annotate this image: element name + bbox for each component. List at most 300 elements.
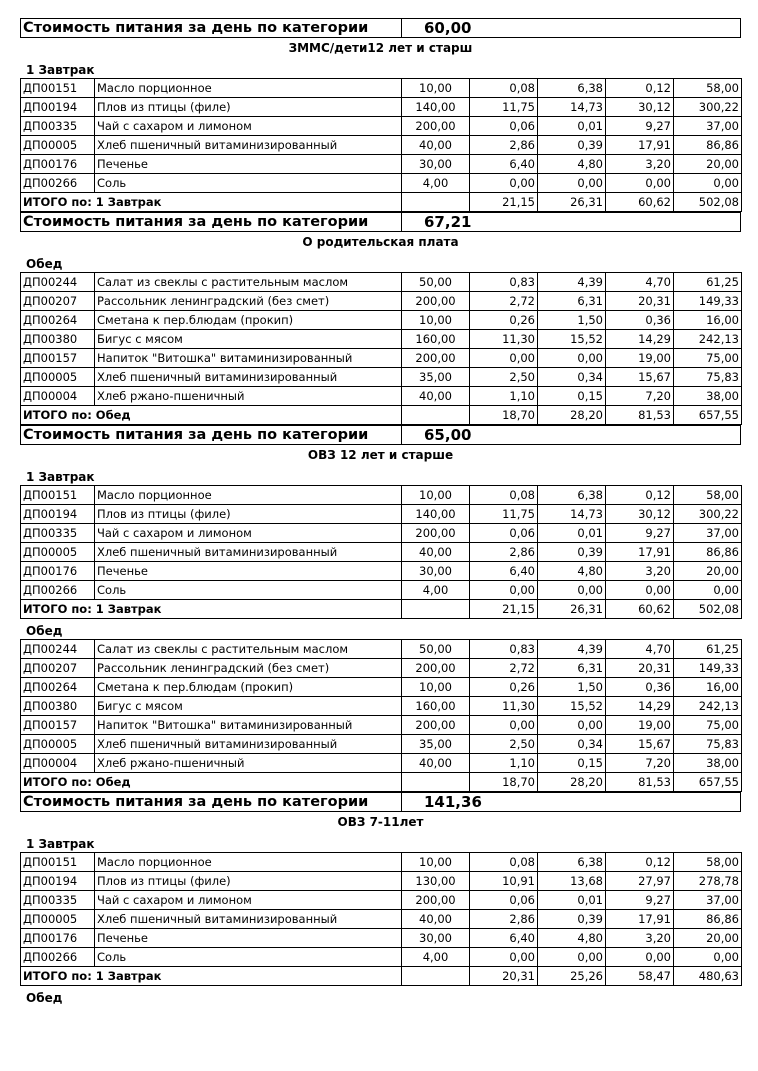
item-protein: 10,91 — [470, 872, 538, 891]
item-name: Соль — [95, 174, 402, 193]
item-protein: 2,50 — [470, 735, 538, 754]
item-carbs: 19,00 — [606, 349, 674, 368]
item-kcal: 58,00 — [674, 79, 742, 98]
item-code: ДП00157 — [21, 349, 95, 368]
item-carbs: 7,20 — [606, 387, 674, 406]
item-carbs: 20,31 — [606, 292, 674, 311]
total-row — [21, 406, 742, 425]
table-row — [21, 273, 742, 292]
table-row — [21, 524, 742, 543]
item-kcal: 20,00 — [674, 562, 742, 581]
item-kcal: 242,13 — [674, 697, 742, 716]
item-weight: 50,00 — [402, 640, 470, 659]
category-title: О родительская плата — [302, 235, 459, 249]
item-carbs: 3,20 — [606, 155, 674, 174]
item-fat: 0,34 — [538, 368, 606, 387]
item-kcal: 242,13 — [674, 330, 742, 349]
item-code: ДП00266 — [21, 581, 95, 600]
item-kcal: 86,86 — [674, 136, 742, 155]
item-fat: 4,39 — [538, 273, 606, 292]
table-row — [21, 330, 742, 349]
item-fat: 0,39 — [538, 543, 606, 562]
item-carbs: 0,36 — [606, 678, 674, 697]
item-carbs: 0,00 — [606, 581, 674, 600]
item-carbs: 17,91 — [606, 910, 674, 929]
item-kcal: 0,00 — [674, 581, 742, 600]
item-weight: 40,00 — [402, 754, 470, 773]
item-name: Сметана к пер.блюдам (прокип) — [95, 678, 402, 697]
table-row — [21, 581, 742, 600]
item-protein: 2,72 — [470, 292, 538, 311]
item-name: Плов из птицы (филе) — [95, 98, 402, 117]
item-kcal: 58,00 — [674, 853, 742, 872]
total-row — [21, 773, 742, 792]
item-code: ДП00266 — [21, 174, 95, 193]
table-row — [21, 387, 742, 406]
total-fat: 28,20 — [538, 773, 606, 792]
item-carbs: 7,20 — [606, 754, 674, 773]
item-carbs: 0,12 — [606, 79, 674, 98]
item-name: Хлеб пшеничный витаминизированный — [95, 543, 402, 562]
total-weight-empty — [402, 967, 470, 986]
item-weight: 30,00 — [402, 929, 470, 948]
item-fat: 6,38 — [538, 486, 606, 505]
table-row — [21, 98, 742, 117]
total-label: ИТОГО по: 1 Завтрак — [21, 600, 402, 619]
daily-cost-label: Стоимость питания за день по категории — [21, 19, 402, 37]
item-code: ДП00157 — [21, 716, 95, 735]
meal-title: 1 Завтрак — [26, 470, 95, 484]
item-code: ДП00176 — [21, 155, 95, 174]
table-row — [21, 117, 742, 136]
item-name: Напиток "Витошка" витаминизированный — [95, 716, 402, 735]
item-fat: 0,39 — [538, 910, 606, 929]
total-fat: 26,31 — [538, 193, 606, 212]
item-weight: 50,00 — [402, 273, 470, 292]
table-row — [21, 929, 742, 948]
item-kcal: 37,00 — [674, 117, 742, 136]
total-label: ИТОГО по: 1 Завтрак — [21, 193, 402, 212]
item-code: ДП00207 — [21, 659, 95, 678]
item-fat: 6,31 — [538, 659, 606, 678]
total-weight-empty — [402, 773, 470, 792]
item-weight: 140,00 — [402, 98, 470, 117]
meal-table — [20, 485, 742, 619]
item-code: ДП00380 — [21, 330, 95, 349]
item-code: ДП00005 — [21, 910, 95, 929]
total-protein: 18,70 — [470, 406, 538, 425]
item-code: ДП00176 — [21, 562, 95, 581]
item-carbs: 30,12 — [606, 505, 674, 524]
item-weight: 160,00 — [402, 330, 470, 349]
daily-cost-value: 60,00 — [424, 19, 472, 37]
table-row — [21, 891, 742, 910]
item-kcal: 75,00 — [674, 716, 742, 735]
item-carbs: 15,67 — [606, 368, 674, 387]
table-row — [21, 754, 742, 773]
total-kcal: 502,08 — [674, 600, 742, 619]
item-fat: 4,80 — [538, 929, 606, 948]
item-fat: 0,00 — [538, 581, 606, 600]
item-weight: 4,00 — [402, 174, 470, 193]
total-fat: 26,31 — [538, 600, 606, 619]
item-name: Хлеб пшеничный витаминизированный — [95, 368, 402, 387]
meal-table — [20, 78, 742, 212]
total-protein: 18,70 — [470, 773, 538, 792]
item-protein: 2,86 — [470, 543, 538, 562]
item-weight: 200,00 — [402, 292, 470, 311]
item-protein: 11,75 — [470, 98, 538, 117]
table-row — [21, 948, 742, 967]
item-weight: 10,00 — [402, 311, 470, 330]
item-fat: 0,00 — [538, 948, 606, 967]
item-carbs: 4,70 — [606, 640, 674, 659]
total-protein: 21,15 — [470, 193, 538, 212]
table-row — [21, 292, 742, 311]
item-protein: 0,08 — [470, 486, 538, 505]
total-carbs: 81,53 — [606, 406, 674, 425]
item-code: ДП00194 — [21, 98, 95, 117]
total-fat: 28,20 — [538, 406, 606, 425]
item-fat: 6,38 — [538, 79, 606, 98]
item-name: Рассольник ленинградский (без смет) — [95, 659, 402, 678]
item-name: Чай с сахаром и лимоном — [95, 117, 402, 136]
total-carbs: 60,62 — [606, 600, 674, 619]
total-carbs: 60,62 — [606, 193, 674, 212]
item-kcal: 75,83 — [674, 368, 742, 387]
table-row — [21, 368, 742, 387]
item-carbs: 9,27 — [606, 524, 674, 543]
item-protein: 0,00 — [470, 174, 538, 193]
table-row — [21, 79, 742, 98]
table-row — [21, 659, 742, 678]
item-weight: 10,00 — [402, 853, 470, 872]
item-name: Салат из свеклы с растительным маслом — [95, 640, 402, 659]
daily-cost-row — [20, 425, 741, 445]
item-kcal: 300,22 — [674, 98, 742, 117]
item-weight: 140,00 — [402, 505, 470, 524]
item-protein: 6,40 — [470, 929, 538, 948]
table-row — [21, 735, 742, 754]
meal-table — [20, 852, 742, 986]
item-protein: 0,08 — [470, 79, 538, 98]
item-name: Плов из птицы (филе) — [95, 505, 402, 524]
item-protein: 0,06 — [470, 891, 538, 910]
item-name: Масло порционное — [95, 853, 402, 872]
item-carbs: 9,27 — [606, 117, 674, 136]
item-fat: 6,31 — [538, 292, 606, 311]
meal-title: Обед — [26, 624, 63, 638]
item-code: ДП00335 — [21, 524, 95, 543]
item-kcal: 0,00 — [674, 948, 742, 967]
item-name: Чай с сахаром и лимоном — [95, 524, 402, 543]
table-row — [21, 910, 742, 929]
table-row — [21, 349, 742, 368]
item-protein: 0,00 — [470, 948, 538, 967]
daily-cost-label: Стоимость питания за день по категории — [21, 793, 402, 811]
menu-report — [20, 18, 741, 1006]
item-carbs: 20,31 — [606, 659, 674, 678]
item-carbs: 0,00 — [606, 948, 674, 967]
item-fat: 1,50 — [538, 311, 606, 330]
item-code: ДП00005 — [21, 735, 95, 754]
item-fat: 0,01 — [538, 891, 606, 910]
item-weight: 130,00 — [402, 872, 470, 891]
item-protein: 0,26 — [470, 311, 538, 330]
item-name: Масло порционное — [95, 79, 402, 98]
daily-cost-value: 67,21 — [424, 213, 472, 231]
item-name: Печенье — [95, 929, 402, 948]
item-code: ДП00004 — [21, 754, 95, 773]
table-row — [21, 486, 742, 505]
item-code: ДП00005 — [21, 136, 95, 155]
total-kcal: 657,55 — [674, 406, 742, 425]
total-protein: 20,31 — [470, 967, 538, 986]
item-carbs: 17,91 — [606, 543, 674, 562]
item-fat: 0,15 — [538, 754, 606, 773]
item-fat: 0,00 — [538, 349, 606, 368]
item-protein: 2,86 — [470, 910, 538, 929]
total-weight-empty — [402, 600, 470, 619]
item-name: Печенье — [95, 155, 402, 174]
item-code: ДП00194 — [21, 505, 95, 524]
total-weight-empty — [402, 406, 470, 425]
item-code: ДП00264 — [21, 678, 95, 697]
table-row — [21, 853, 742, 872]
total-kcal: 480,63 — [674, 967, 742, 986]
item-kcal: 16,00 — [674, 311, 742, 330]
item-carbs: 19,00 — [606, 716, 674, 735]
item-code: ДП00151 — [21, 853, 95, 872]
item-carbs: 0,12 — [606, 486, 674, 505]
item-protein: 0,06 — [470, 117, 538, 136]
item-fat: 0,01 — [538, 524, 606, 543]
total-label: ИТОГО по: Обед — [21, 773, 402, 792]
table-row — [21, 697, 742, 716]
item-fat: 13,68 — [538, 872, 606, 891]
meal-title: Обед — [26, 991, 63, 1005]
total-protein: 21,15 — [470, 600, 538, 619]
table-row — [21, 136, 742, 155]
category-title: ОВЗ 7-11лет — [337, 815, 424, 829]
item-weight: 40,00 — [402, 543, 470, 562]
item-kcal: 61,25 — [674, 640, 742, 659]
total-row — [21, 600, 742, 619]
item-carbs: 30,12 — [606, 98, 674, 117]
item-protein: 6,40 — [470, 155, 538, 174]
item-code: ДП00151 — [21, 79, 95, 98]
item-protein: 11,30 — [470, 697, 538, 716]
item-protein: 6,40 — [470, 562, 538, 581]
table-row — [21, 640, 742, 659]
item-name: Хлеб ржано-пшеничный — [95, 754, 402, 773]
item-fat: 4,80 — [538, 562, 606, 581]
item-kcal: 58,00 — [674, 486, 742, 505]
item-kcal: 37,00 — [674, 891, 742, 910]
item-weight: 40,00 — [402, 136, 470, 155]
item-code: ДП00194 — [21, 872, 95, 891]
table-row — [21, 678, 742, 697]
item-carbs: 0,12 — [606, 853, 674, 872]
table-row — [21, 562, 742, 581]
item-name: Хлеб пшеничный витаминизированный — [95, 735, 402, 754]
item-code: ДП00207 — [21, 292, 95, 311]
item-kcal: 61,25 — [674, 273, 742, 292]
item-kcal: 16,00 — [674, 678, 742, 697]
item-fat: 15,52 — [538, 330, 606, 349]
item-code: ДП00244 — [21, 273, 95, 292]
item-protein: 2,50 — [470, 368, 538, 387]
total-kcal: 657,55 — [674, 773, 742, 792]
daily-cost-row — [20, 18, 741, 38]
item-weight: 10,00 — [402, 486, 470, 505]
item-code: ДП00151 — [21, 486, 95, 505]
item-protein: 11,75 — [470, 505, 538, 524]
item-kcal: 86,86 — [674, 910, 742, 929]
item-name: Хлеб пшеничный витаминизированный — [95, 910, 402, 929]
item-weight: 200,00 — [402, 349, 470, 368]
table-row — [21, 872, 742, 891]
table-row — [21, 716, 742, 735]
item-kcal: 149,33 — [674, 659, 742, 678]
item-kcal: 278,78 — [674, 872, 742, 891]
meal-table — [20, 272, 742, 425]
meal-title: 1 Завтрак — [26, 837, 95, 851]
item-weight: 35,00 — [402, 368, 470, 387]
table-row — [21, 543, 742, 562]
item-weight: 30,00 — [402, 562, 470, 581]
item-kcal: 75,83 — [674, 735, 742, 754]
item-kcal: 149,33 — [674, 292, 742, 311]
item-carbs: 27,97 — [606, 872, 674, 891]
item-code: ДП00264 — [21, 311, 95, 330]
total-carbs: 81,53 — [606, 773, 674, 792]
item-code: ДП00380 — [21, 697, 95, 716]
item-weight: 200,00 — [402, 891, 470, 910]
item-kcal: 38,00 — [674, 387, 742, 406]
item-carbs: 3,20 — [606, 562, 674, 581]
item-kcal: 20,00 — [674, 155, 742, 174]
item-name: Напиток "Витошка" витаминизированный — [95, 349, 402, 368]
item-fat: 4,39 — [538, 640, 606, 659]
item-fat: 4,80 — [538, 155, 606, 174]
meal-title: Обед — [26, 257, 63, 271]
item-fat: 0,34 — [538, 735, 606, 754]
item-carbs: 14,29 — [606, 697, 674, 716]
total-label: ИТОГО по: 1 Завтрак — [21, 967, 402, 986]
item-code: ДП00244 — [21, 640, 95, 659]
item-protein: 0,00 — [470, 349, 538, 368]
item-name: Бигус с мясом — [95, 330, 402, 349]
item-name: Плов из птицы (филе) — [95, 872, 402, 891]
item-protein: 0,06 — [470, 524, 538, 543]
item-carbs: 4,70 — [606, 273, 674, 292]
item-code: ДП00335 — [21, 117, 95, 136]
total-row — [21, 967, 742, 986]
item-carbs: 17,91 — [606, 136, 674, 155]
item-name: Хлеб пшеничный витаминизированный — [95, 136, 402, 155]
item-weight: 200,00 — [402, 524, 470, 543]
item-weight: 160,00 — [402, 697, 470, 716]
item-code: ДП00005 — [21, 543, 95, 562]
item-code: ДП00266 — [21, 948, 95, 967]
item-kcal: 38,00 — [674, 754, 742, 773]
total-weight-empty — [402, 193, 470, 212]
item-code: ДП00004 — [21, 387, 95, 406]
table-row — [21, 155, 742, 174]
item-weight: 4,00 — [402, 948, 470, 967]
item-fat: 0,15 — [538, 387, 606, 406]
item-carbs: 15,67 — [606, 735, 674, 754]
item-name: Рассольник ленинградский (без смет) — [95, 292, 402, 311]
item-fat: 0,00 — [538, 716, 606, 735]
total-fat: 25,26 — [538, 967, 606, 986]
item-fat: 0,01 — [538, 117, 606, 136]
item-fat: 1,50 — [538, 678, 606, 697]
item-kcal: 75,00 — [674, 349, 742, 368]
item-protein: 0,83 — [470, 640, 538, 659]
item-protein: 0,00 — [470, 716, 538, 735]
item-name: Чай с сахаром и лимоном — [95, 891, 402, 910]
item-name: Печенье — [95, 562, 402, 581]
item-fat: 14,73 — [538, 505, 606, 524]
daily-cost-row — [20, 212, 741, 232]
table-row — [21, 311, 742, 330]
item-carbs: 9,27 — [606, 891, 674, 910]
item-name: Соль — [95, 948, 402, 967]
item-code: ДП00176 — [21, 929, 95, 948]
total-kcal: 502,08 — [674, 193, 742, 212]
item-fat: 6,38 — [538, 853, 606, 872]
meal-table — [20, 639, 742, 792]
table-row — [21, 174, 742, 193]
item-name: Сметана к пер.блюдам (прокип) — [95, 311, 402, 330]
daily-cost-label: Стоимость питания за день по категории — [21, 213, 402, 231]
item-kcal: 0,00 — [674, 174, 742, 193]
category-title: ЗММС/дети12 лет и старш — [288, 41, 473, 55]
item-name: Салат из свеклы с растительным маслом — [95, 273, 402, 292]
item-fat: 0,39 — [538, 136, 606, 155]
item-code: ДП00335 — [21, 891, 95, 910]
item-name: Бигус с мясом — [95, 697, 402, 716]
item-code: ДП00005 — [21, 368, 95, 387]
item-weight: 200,00 — [402, 659, 470, 678]
item-weight: 40,00 — [402, 910, 470, 929]
item-carbs: 0,36 — [606, 311, 674, 330]
item-weight: 10,00 — [402, 678, 470, 697]
item-kcal: 20,00 — [674, 929, 742, 948]
table-row — [21, 505, 742, 524]
item-protein: 0,08 — [470, 853, 538, 872]
item-protein: 11,30 — [470, 330, 538, 349]
item-protein: 1,10 — [470, 387, 538, 406]
item-name: Соль — [95, 581, 402, 600]
item-name: Хлеб ржано-пшеничный — [95, 387, 402, 406]
item-fat: 15,52 — [538, 697, 606, 716]
item-kcal: 300,22 — [674, 505, 742, 524]
item-protein: 1,10 — [470, 754, 538, 773]
item-kcal: 86,86 — [674, 543, 742, 562]
daily-cost-value: 141,36 — [424, 793, 482, 811]
item-protein: 0,26 — [470, 678, 538, 697]
item-protein: 0,83 — [470, 273, 538, 292]
daily-cost-row — [20, 792, 741, 812]
item-fat: 14,73 — [538, 98, 606, 117]
item-fat: 0,00 — [538, 174, 606, 193]
total-row — [21, 193, 742, 212]
item-weight: 200,00 — [402, 117, 470, 136]
total-carbs: 58,47 — [606, 967, 674, 986]
